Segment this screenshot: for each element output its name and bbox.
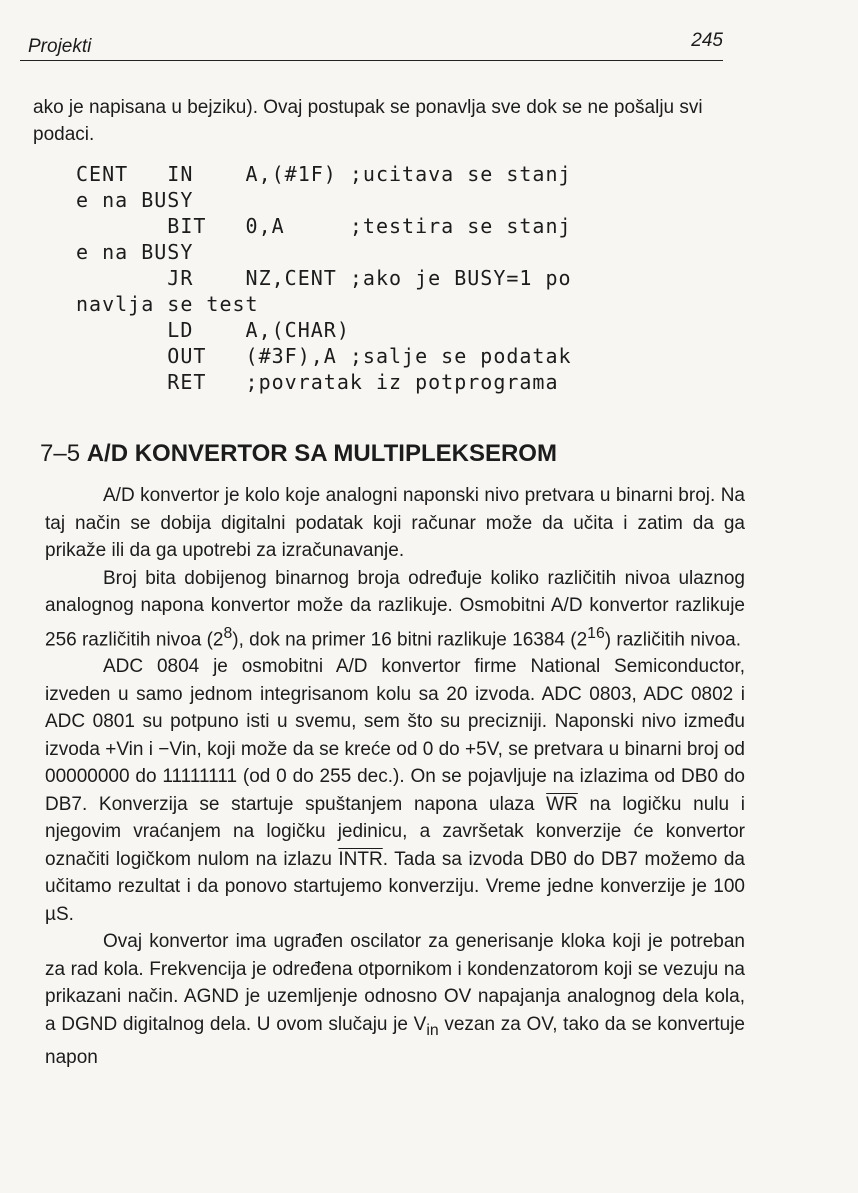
page-number: 245 (691, 30, 723, 51)
paragraph-text: ) različitih nivoa. (604, 628, 741, 650)
code-line: RET ;povratak iz potprograma (76, 370, 559, 394)
paragraph (45, 482, 745, 565)
body-text (45, 482, 745, 1072)
code-line: navlja se test (76, 292, 259, 316)
code-line: e na BUSY (76, 240, 194, 264)
running-header: Projekti (28, 36, 92, 57)
paragraph-text: ADC 0804 je osmobitni A/D konvertor firme National Semiconductor, izveden u samo jednom integrisanom kolu sa 20 izvoda. ADC 0803, ADC 0802 i ADC 0801 su potpuno isti u svemu, sem što su precizniji. Naponski nivo između izvoda +Vin i −Vin, koji može da se kreće od 0 do +5V, se pretvara u binarni broj od 00000000 do 11111111 (od 0 do 255 dec.). On se pojavljuje na izlazima od DB0 do DB7. Konverzija se startuje spuštanjem napona ulaza (45, 656, 745, 815)
code-line: e na BUSY (76, 188, 194, 212)
paragraph (45, 653, 745, 928)
page-header (20, 30, 723, 61)
paragraph-text: na logičku nulu i njegovim vraćanjem na logičku jedinicu, a završetak konverzije će konvertor označiti logičkom nulom na izlazu (45, 793, 745, 870)
paragraph-text: A/D konvertor je kolo koje analogni naponski nivo pretvara u binarni broj. Na taj način se dobija digitalni podatak koji računar može da učita i zatim da ga prikaže ili da ga upotrebi za izračunavanje. (45, 485, 745, 561)
code-listing (76, 161, 572, 395)
code-line: LD A,(CHAR) (76, 318, 350, 342)
superscript: 16 (587, 624, 605, 642)
paragraph-text: Ovaj konvertor ima ugrađen oscilator za generisanje kloka koji je potreban za rad kola. Frekvencija je određena otpornikom i kondenzatorom koji se vezuju na prikazani način. AGND je uzemljenje odnosno OV napajanja analognog dela kola, a DGND digitalnog dela. U ovom slučaju je V (45, 931, 745, 1035)
section-number: 7–5 (40, 440, 81, 467)
code-line: BIT 0,A ;testira se stanj (76, 214, 572, 238)
subscript: in (426, 1021, 439, 1039)
paragraph (45, 928, 745, 1071)
paragraph (45, 565, 745, 654)
code-line: OUT (#3F),A ;salje se podatak (76, 344, 572, 368)
code-line: JR NZ,CENT ;ako je BUSY=1 po (76, 266, 572, 290)
paragraph-text: . Tada sa izvoda DB0 do DB7 možemo da učitamo rezultat i da ponovo startujemo konverziju. Vreme jedne konverzije je 100 µS. (45, 848, 745, 925)
code-line: CENT IN A,(#1F) ;ucitava se stanj (76, 162, 572, 186)
signal-wr: $\overline{WR}$ (546, 793, 578, 815)
paragraph-text: Broj bita dobijenog binarnog broja određuje koliko različitih nivoa ulaznog analognog napona konvertor može da razlikuje. Osmobitni A/D konvertor razlikuje 256 različitih nivoa (2 (45, 567, 745, 650)
section-title: A/D KONVERTOR SA MULTIPLEKSEROM (86, 440, 557, 467)
paragraph-text: ), dok na primer 16 bitni razlikuje 16384 (2 (232, 628, 588, 650)
intro-paragraph: ako je napisana u bejziku). Ovaj postupak se ponavlja sve dok se ne pošalju svi podaci. (33, 97, 703, 145)
section-heading (40, 440, 557, 468)
paragraph-text: vezan za OV, tako da se konvertuje napon (45, 1013, 746, 1069)
superscript: 8 (223, 624, 233, 642)
signal-intr: INTR (338, 848, 383, 870)
